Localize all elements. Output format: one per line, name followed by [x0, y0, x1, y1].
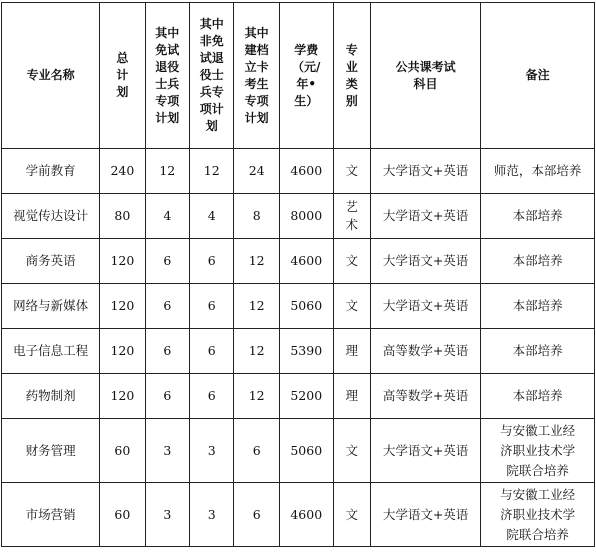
cell-poverty: 6: [234, 419, 279, 483]
cell-note: 师范，本部培养: [481, 149, 595, 194]
cell-exempt: 3: [145, 419, 189, 483]
cell-nonexempt: 4: [190, 194, 234, 239]
cell-fee: 5060: [279, 284, 333, 329]
table-row: [2, 329, 595, 374]
cell-subjects: 大学语文+英语: [370, 284, 481, 329]
cell-total: 120: [100, 329, 145, 374]
cell-category: 文: [333, 284, 370, 329]
cell-total: 120: [100, 374, 145, 419]
table-row: [2, 483, 595, 547]
cell-total: 120: [100, 284, 145, 329]
cell-subjects: 大学语文+英语: [370, 483, 481, 547]
table-body: [2, 149, 595, 547]
cell-nonexempt: 3: [190, 483, 234, 547]
cell-note: 本部培养: [481, 239, 595, 284]
cell-fee: 8000: [279, 194, 333, 239]
cell-name: 药物制剂: [2, 374, 100, 419]
header-total: 总计划: [100, 3, 145, 149]
cell-category: 理: [333, 374, 370, 419]
cell-fee: 5200: [279, 374, 333, 419]
header-fee: 学费（元/年•生）: [279, 3, 333, 149]
cell-name: 财务管理: [2, 419, 100, 483]
cell-fee: 4600: [279, 483, 333, 547]
cell-note: 与安徽工业经济职业技术学院联合培养: [481, 419, 595, 483]
header-exempt: 其中免试退役士兵专项计划: [145, 3, 189, 149]
header-nonexempt: 其中非免试退役士兵专项计划: [190, 3, 234, 149]
cell-name: 网络与新媒体: [2, 284, 100, 329]
cell-subjects: 高等数学+英语: [370, 374, 481, 419]
cell-category: 文: [333, 483, 370, 547]
enrollment-plan-table: [1, 2, 595, 547]
cell-exempt: 4: [145, 194, 189, 239]
header-subjects: 公共课考试科目: [370, 3, 481, 149]
cell-total: 60: [100, 483, 145, 547]
cell-total: 60: [100, 419, 145, 483]
cell-fee: 4600: [279, 239, 333, 284]
cell-subjects: 大学语文+英语: [370, 239, 481, 284]
cell-subjects: 大学语文+英语: [370, 194, 481, 239]
cell-poverty: 8: [234, 194, 279, 239]
cell-total: 240: [100, 149, 145, 194]
cell-fee: 5390: [279, 329, 333, 374]
cell-name: 学前教育: [2, 149, 100, 194]
cell-poverty: 6: [234, 483, 279, 547]
cell-category: 文: [333, 239, 370, 284]
cell-name: 市场营销: [2, 483, 100, 547]
cell-total: 80: [100, 194, 145, 239]
table-row: [2, 419, 595, 483]
cell-category: 艺术: [333, 194, 370, 239]
cell-category: 文: [333, 419, 370, 483]
cell-fee: 4600: [279, 149, 333, 194]
table-row: [2, 194, 595, 239]
cell-nonexempt: 12: [190, 149, 234, 194]
cell-nonexempt: 3: [190, 419, 234, 483]
cell-subjects: 大学语文+英语: [370, 149, 481, 194]
cell-exempt: 6: [145, 374, 189, 419]
header-row: [2, 3, 595, 149]
header-note: 备注: [481, 3, 595, 149]
cell-category: 理: [333, 329, 370, 374]
cell-nonexempt: 6: [190, 239, 234, 284]
cell-total: 120: [100, 239, 145, 284]
cell-subjects: 高等数学+英语: [370, 329, 481, 374]
header-category: 专业类别: [333, 3, 370, 149]
cell-exempt: 3: [145, 483, 189, 547]
cell-poverty: 24: [234, 149, 279, 194]
cell-nonexempt: 6: [190, 329, 234, 374]
cell-exempt: 6: [145, 239, 189, 284]
table-header: [2, 3, 595, 149]
cell-note: 与安徽工业经济职业技术学院联合培养: [481, 483, 595, 547]
cell-category: 文: [333, 149, 370, 194]
cell-exempt: 12: [145, 149, 189, 194]
cell-poverty: 12: [234, 374, 279, 419]
table-row: [2, 374, 595, 419]
cell-name: 电子信息工程: [2, 329, 100, 374]
cell-fee: 5060: [279, 419, 333, 483]
table-row: [2, 284, 595, 329]
cell-note: 本部培养: [481, 329, 595, 374]
cell-subjects: 大学语文+英语: [370, 419, 481, 483]
cell-exempt: 6: [145, 284, 189, 329]
cell-nonexempt: 6: [190, 284, 234, 329]
cell-note: 本部培养: [481, 194, 595, 239]
cell-note: 本部培养: [481, 374, 595, 419]
cell-note: 本部培养: [481, 284, 595, 329]
header-poverty: 其中建档立卡考生专项计划: [234, 3, 279, 149]
cell-nonexempt: 6: [190, 374, 234, 419]
cell-name: 视觉传达设计: [2, 194, 100, 239]
cell-name: 商务英语: [2, 239, 100, 284]
cell-poverty: 12: [234, 329, 279, 374]
cell-poverty: 12: [234, 239, 279, 284]
table-row: [2, 239, 595, 284]
cell-exempt: 6: [145, 329, 189, 374]
table-row: [2, 149, 595, 194]
cell-poverty: 12: [234, 284, 279, 329]
header-name: 专业名称: [2, 3, 100, 149]
